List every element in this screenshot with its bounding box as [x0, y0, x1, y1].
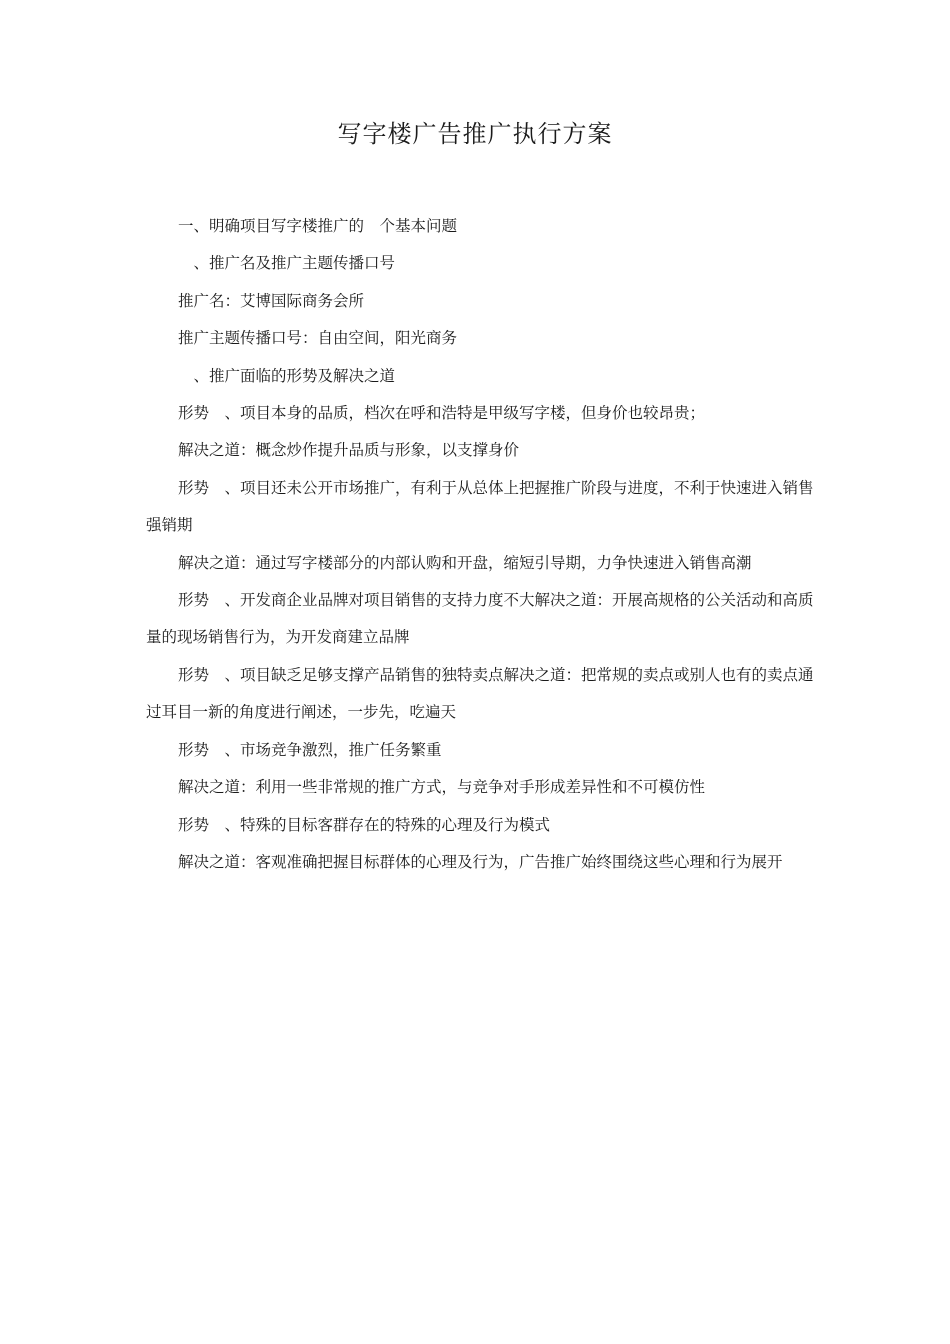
document-body: [146, 208, 816, 881]
paragraph: 形势 、市场竞争激烈，推广任务繁重: [178, 740, 442, 759]
paragraph: 形势 、项目本身的品质，档次在呼和浩特是甲级写字楼，但身价也较昂贵；: [178, 404, 706, 423]
paragraph: 形势 、项目还未公开市场推广，有利于从总体上把握推广阶段与进度，不利于快速进入销售强销期: [146, 478, 814, 535]
document-title: 写字楼广告推广执行方案: [337, 120, 613, 148]
paragraph: 推广主题传播口号：自由空间，阳光商务: [178, 329, 458, 348]
paragraph: 形势 、开发商企业品牌对项目销售的支持力度不大解决之道：开展高规格的公关活动和高质量的现场销售行为，为开发商建立品牌: [146, 591, 814, 647]
paragraph: 解决之道：通过写字楼部分的内部认购和开盘，缩短引导期，力争快速进入销售高潮: [178, 553, 752, 572]
paragraph: 解决之道：利用一些非常规的推广方式，与竞争对手形成差异性和不可模仿性: [178, 778, 706, 797]
paragraph: 形势 、特殊的目标客群存在的特殊的心理及行为模式: [178, 815, 551, 834]
paragraph: 解决之道：客观准确把握目标群体的心理及行为，广告推广始终围绕这些心理和行为展开: [178, 852, 783, 871]
paragraph: 推广名：艾博国际商务会所: [178, 291, 365, 310]
subsection-heading: 、推广名及推广主题传播口号: [178, 254, 396, 273]
subsection-heading: 、推广面临的形势及解决之道: [178, 366, 396, 385]
paragraph: 解决之道：概念炒作提升品质与形象，以支撑身价: [178, 441, 520, 460]
section-heading: 一、明确项目写字楼推广的 个基本问题: [178, 217, 458, 235]
paragraph: 形势 、项目缺乏足够支撑产品销售的独特卖点解决之道：把常规的卖点或别人也有的卖点通过耳目一新的角度进行阐述，一步先，吃遍天: [146, 665, 814, 722]
